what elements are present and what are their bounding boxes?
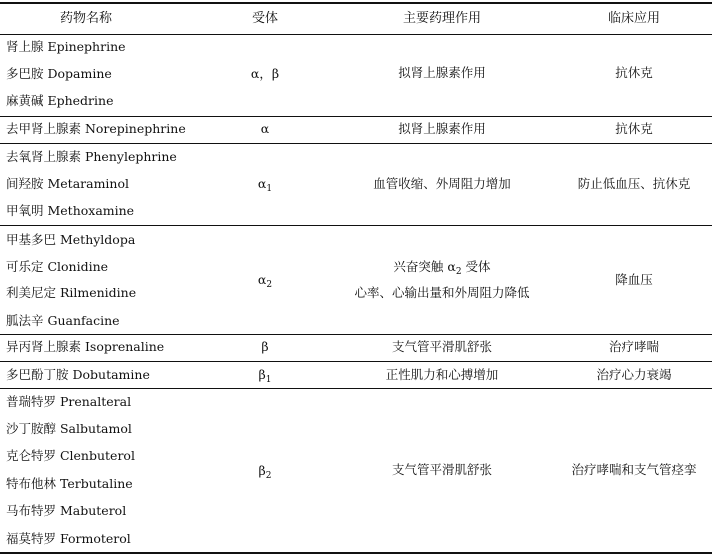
clinical-cell: 治疗心力衰竭 — [596, 367, 672, 382]
top-rule — [0, 2, 712, 4]
header-drug-name: 药物名称 — [60, 11, 113, 26]
receptor-subscript: 1 — [265, 375, 272, 385]
drug-name: 马布特罗 Mabuterol — [6, 503, 127, 518]
header-main-action: 主要药理作用 — [402, 11, 481, 26]
drug-name: 去甲肾上腺素 Norepinephrine — [6, 121, 186, 136]
drug-name: 间羟胺 Metaraminol — [6, 176, 129, 191]
receptor-symbol: α — [257, 176, 267, 191]
receptor-cell — [200, 368, 330, 384]
drug-name: 多巴酚丁胺 Dobutamine — [6, 367, 150, 382]
drug-name: 沙丁胺醇 Salbutamol — [6, 421, 132, 436]
drug-name: 胍法辛 Guanfacine — [6, 313, 120, 328]
action-text: 兴奋突触 α — [393, 259, 456, 274]
header-clinical-use: 临床应用 — [607, 11, 660, 26]
receptor-symbol: β — [258, 367, 266, 382]
drug-name: 福莫特罗 Formoterol — [6, 531, 131, 546]
receptor-cell — [200, 464, 330, 480]
drug-name: 特布他林 Terbutaline — [6, 476, 133, 491]
receptor-symbol: β — [258, 463, 266, 478]
action-cell: 正性肌力和心搏增加 — [385, 367, 499, 382]
action-cell: 支气管平滑肌舒张 — [391, 462, 492, 477]
clinical-cell: 降血压 — [615, 272, 653, 287]
action-subscript: 2 — [455, 267, 462, 277]
drug-name: 异丙肾上腺素 Isoprenaline — [6, 339, 165, 354]
drug-name: 多巴胺 Dopamine — [6, 66, 112, 81]
action-cell: 血管收缩、外周阻力增加 — [373, 176, 511, 191]
action-cell: 支气管平滑肌舒张 — [391, 339, 492, 354]
receptor-cell: β — [261, 339, 269, 354]
drug-name: 麻黄碱 Ephedrine — [6, 93, 114, 108]
drug-name: 普瑞特罗 Prenalteral — [6, 394, 132, 409]
action-cell — [330, 260, 554, 276]
drug-name: 甲氧明 Methoxamine — [6, 203, 135, 218]
action-cell: 拟肾上腺素作用 — [398, 65, 486, 80]
receptor-symbol: α — [257, 272, 267, 287]
clinical-cell: 抗休克 — [615, 65, 653, 80]
receptor-subscript: 2 — [266, 280, 273, 290]
receptor-cell: α — [260, 121, 270, 136]
bottom-rule — [0, 552, 712, 554]
drug-name: 利美尼定 Rilmenidine — [6, 285, 137, 300]
drug-name: 可乐定 Clonidine — [6, 259, 109, 274]
drug-name: 克仑特罗 Clenbuterol — [6, 448, 135, 463]
clinical-cell: 防止低血压、抗休克 — [577, 176, 691, 191]
row-divider — [0, 143, 712, 144]
receptor-subscript: 1 — [266, 184, 273, 194]
row-divider — [0, 225, 712, 226]
row-divider — [0, 116, 712, 117]
drug-name: 肾上腺 Epinephrine — [6, 39, 126, 54]
clinical-cell: 治疗哮喘 — [608, 339, 659, 354]
clinical-cell: 抗休克 — [615, 121, 653, 136]
header-rule — [0, 34, 712, 35]
receptor-cell: α，β — [250, 66, 280, 81]
drug-name: 去氧肾上腺素 Phenylephrine — [6, 149, 177, 164]
clinical-cell: 治疗哮喘和支气管痉挛 — [571, 462, 697, 477]
row-divider — [0, 388, 712, 389]
drug-name: 甲基多巴 Methyldopa — [6, 232, 136, 247]
action-cell: 心率、心输出量和外周阻力降低 — [354, 285, 530, 300]
action-text: 受体 — [461, 259, 491, 274]
receptor-cell — [200, 273, 330, 289]
row-divider — [0, 361, 712, 362]
header-receptor: 受体 — [251, 11, 278, 26]
action-cell: 拟肾上腺素作用 — [398, 121, 486, 136]
receptor-cell — [200, 177, 330, 193]
receptor-subscript: 2 — [265, 471, 272, 481]
row-divider — [0, 334, 712, 335]
